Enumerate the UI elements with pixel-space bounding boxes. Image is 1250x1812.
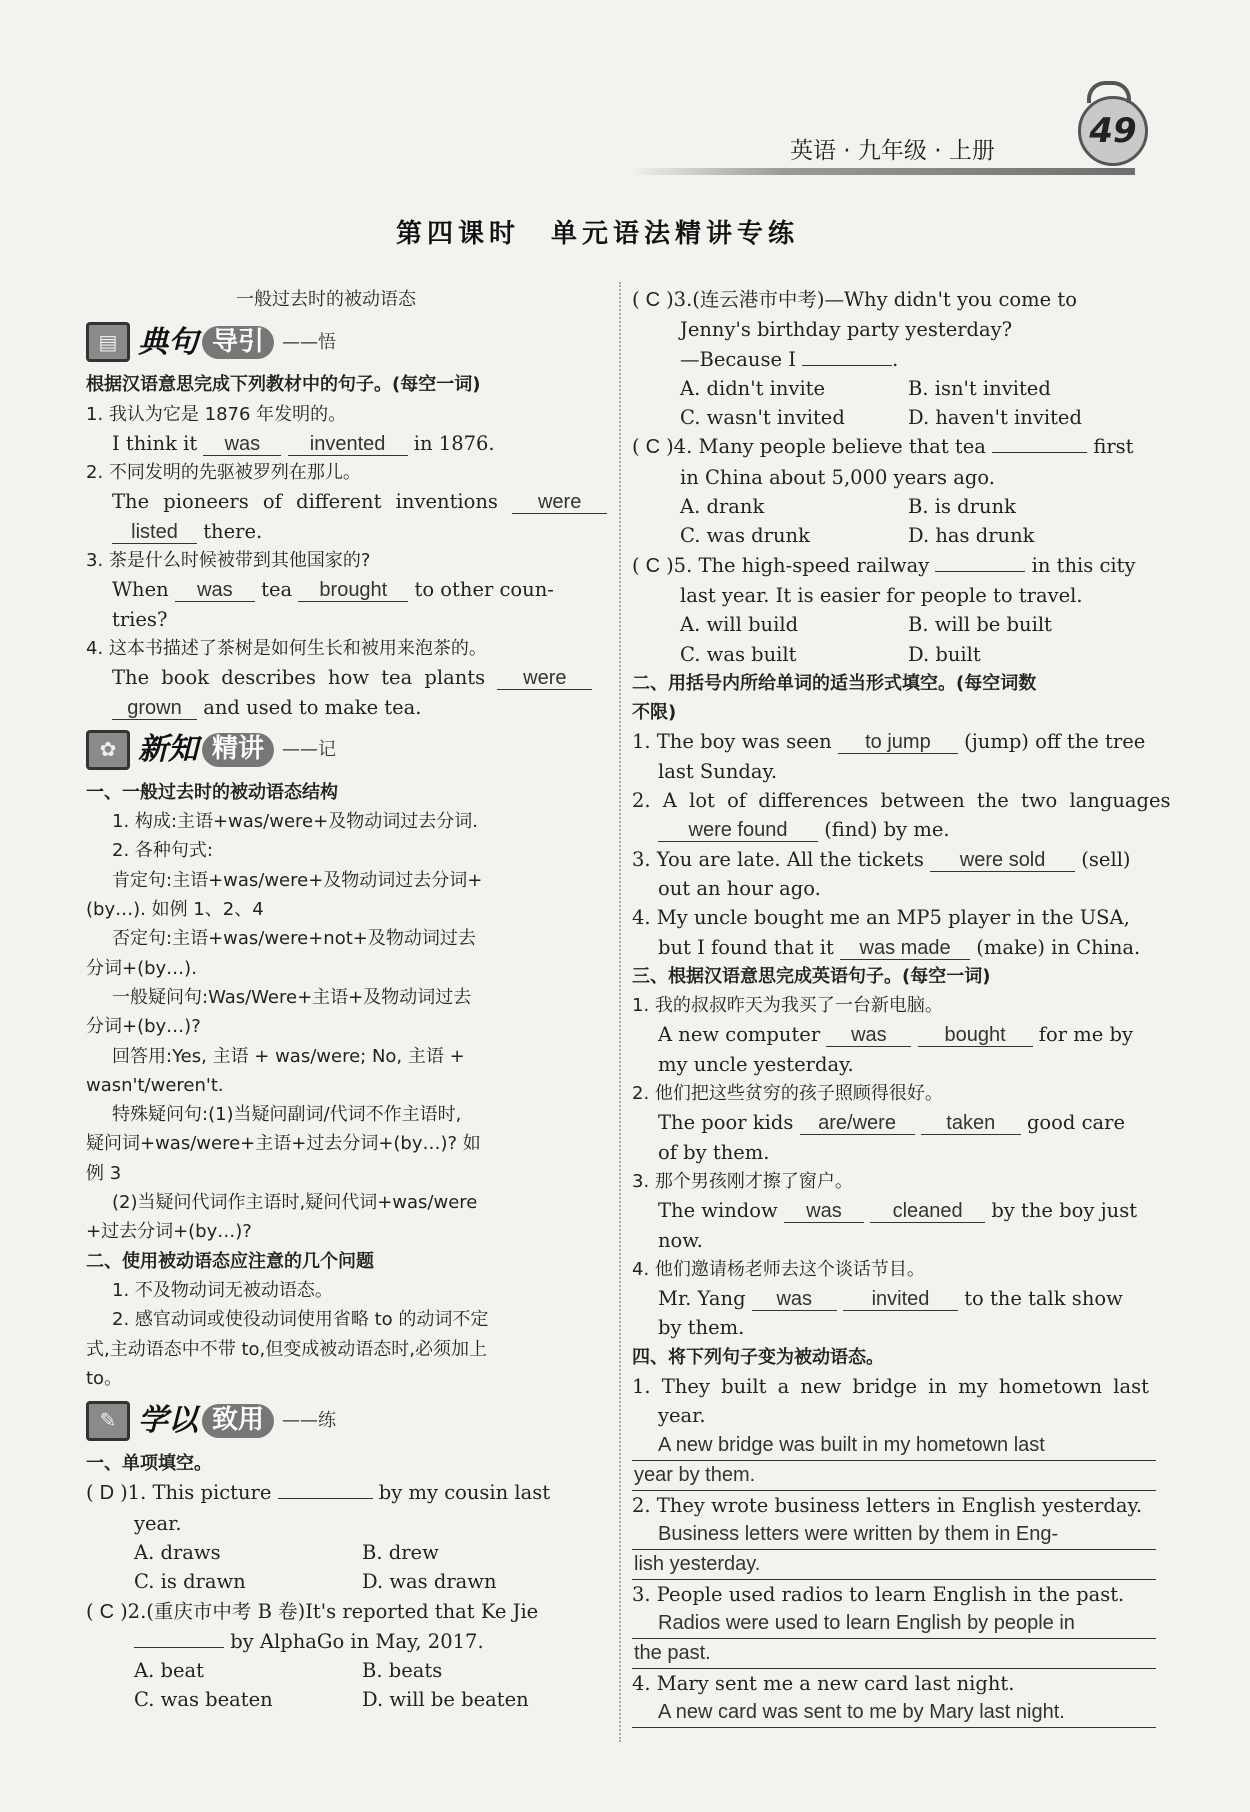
fill-question-1: 1. The boy was seen to jump (jump) off the tree <box>632 730 1146 754</box>
topic-heading: 一般过去时的被动语态 <box>236 289 416 310</box>
apple-leaf-icon <box>1087 81 1131 103</box>
answer-blank: listed <box>112 521 197 544</box>
answer-blank <box>992 452 1087 453</box>
fill-question-2: 2. A lot of differences between the two languages <box>632 789 1171 813</box>
answer-line: Business letters were written by them in Eng- <box>632 1520 1156 1550</box>
answer-line: A new bridge was built in my hometown last <box>632 1431 1156 1461</box>
answer-blank: invented <box>288 433 408 456</box>
sentence-q2: The pioneers of different inventions were <box>86 487 606 516</box>
answer-blank: grown <box>112 697 197 720</box>
right-column: ( C )3.(连云港市中考)—Why didn't you come to Jenny's birthday party yesterday? —Because I . A. didn't invite B. isn't invited C. wasn't invited D. haven't invited ( C )4. Many people believe that tea first in China about 5,000 years ago. A. drank B. is drunk C. was drunk D. has drunk ( C )5. The high-speed railway in this city last year. It is easier for people to travel. A. will build B. will be built C. was built D. built 二、用括号内所给单词的适当形式填空。(每空词数 不限) 1. The boy was seen to jump (jump) off the tree last Sunday. 2. A lot of differences between the two languages were found (find) by me. 3. You are late. All the tickets were sold (sell) out an hour ago. 4. My uncle bought me an MP5 player in the USA, but I found that it was made (make) in China. 三、根据汉语意思完成英语句子。(每空一词) 1. 我的叔叔昨天为我买了一台新电脑。 A new computer was bought for me by my uncle yesterday. 2. 他们把这些贫穷的孩子照顾得很好。 The poor kids are/were taken good care of by them. 3. 那个男孩刚才擦了窗户。 The window was cleaned by the boy just now. 4. 他们邀请杨老师去这个谈话节目。 Mr. Yang was invited to the talk show by them. 四、将下列句子变为被动语态。 1. They built a new bridge in my hometown last year. A new bridge was built in my hometown last year by them. 2. They wrote business letters in English yesterday. Business letters were written by them in Eng- lish yesterday. 3. People used radios to learn English in the past. Radios were used to learn English by people in the past. 4. Mary sent me a new card last night. A new card was sent to me by Mary last night. <box>632 285 1156 1728</box>
answer-blank: were found <box>658 819 818 842</box>
answer-line: lish yesterday. <box>632 1550 1156 1580</box>
answer-line: the past. <box>632 1639 1156 1669</box>
banner-dianju: ▤ 典句 导引 ——悟 <box>86 316 606 368</box>
answer-blank: was <box>752 1288 837 1311</box>
flower-board-icon: ✿ <box>86 730 130 770</box>
book-icon: ▤ <box>86 322 130 362</box>
mc-question-5: ( C )5. The high-speed railway in this city <box>632 553 1136 577</box>
answer-blank: to jump <box>838 731 958 754</box>
answer-blank <box>278 1498 373 1499</box>
page-number: 49 <box>1089 111 1137 151</box>
sentence-q1: I think it was invented in 1876. <box>112 431 495 455</box>
translate-question-4: Mr. Yang was invited to the talk show <box>658 1287 1123 1311</box>
answer-blank <box>134 1647 224 1648</box>
fill-question-4: 4. My uncle bought me an MP5 player in the USA, <box>632 906 1130 930</box>
pencil-notepad-icon: ✎ <box>86 1401 130 1441</box>
answer-blank: was <box>203 433 281 456</box>
mc-question-3: ( C )3.(连云港市中考)—Why didn't you come to <box>632 288 1077 311</box>
answer-line: year by them. <box>632 1461 1156 1491</box>
sentence-q4: The book describes how tea plants were <box>86 663 606 692</box>
answer-blank: was made <box>840 937 970 960</box>
answer-blank: was <box>826 1024 911 1047</box>
sentence-q3: When was tea brought to other coun- <box>112 578 554 602</box>
mc-question-1: ( D )1. This picture by my cousin last <box>86 1481 551 1505</box>
passive-question-2: 2. They wrote business letters in English yesterday. <box>632 1493 1143 1517</box>
answer-blank: are/were <box>800 1112 915 1135</box>
answer-blank: were <box>497 667 592 690</box>
answer-blank: brought <box>298 579 408 602</box>
answer-blank: bought <box>918 1024 1033 1047</box>
header-rule <box>630 168 1135 175</box>
column-divider <box>619 282 621 1742</box>
header-subject: 英语 · 九年级 · 上册 <box>790 138 995 164</box>
passive-question-3: 3. People used radios to learn English in the past. <box>632 1582 1125 1606</box>
answer-blank: was <box>784 1200 864 1223</box>
left-column: 一般过去时的被动语态 ▤ 典句 导引 ——悟 根据汉语意思完成下列教材中的句子。(每空一词) 1. 我认为它是 1876 年发明的。 I think it was invented in 1876. 2. 不同发明的先驱被罗列在那儿。 The pioneers of different inventions were listed there. 3. 茶是什么时候被带到其他国家的? When was tea brought to other coun- tries? 4. 这本书描述了茶树是如何生长和被用来泡茶的。 The book describes how tea plants were grown and used to make tea. ✿ 新知 精讲 ——记 一、一般过去时的被动语态结构 1. 构成:主语+was/were+及物动词过去分词. 2. 各种句式: 肯定句:主语+was/were+及物动词过去分词+ (by…). 如例 1、2、4 否定句:主语+was/were+not+及物动词过去 分词+(by…). 一般疑问句:Was/Were+主语+及物动词过去 分词+(by…)? 回答用:Yes, 主语 + was/were; No, 主语 + wasn't/weren't. 特殊疑问句:(1)当疑问副词/代词不作主语时, 疑问词+was/were+主语+过去分词+(by…)? 如 例 3 (2)当疑问代词作主语时,疑问代词+was/were +过去分词+(by…)? 二、使用被动语态应注意的几个问题 1. 不及物动词无被动语态。 2. 感官动词或使役动词使用省略 to 的动词不定 式,主动语态中不带 to,但变成被动语态时,必须加上 to。 ✎ 学以 致用 ——练 一、单项填空。 ( D )1. This picture by my cousin last year. A. draws B. drew C. is drawn D. was drawn ( C )2.(重庆市中考 B 卷)It's reported that Ke Jie by AlphaGo in May, 2017. A. beat B. beats C. was beaten D. will be beaten <box>86 285 606 1715</box>
mc-question-2: ( C )2.(重庆市中考 B 卷)It's reported that Ke Jie <box>86 1599 539 1623</box>
answer-blank <box>935 571 1025 572</box>
passive-question-4: 4. Mary sent me a new card last night. <box>632 1672 1015 1696</box>
answer-blank: were <box>512 491 607 514</box>
answer-line: A new card was sent to me by Mary last night. <box>632 1698 1156 1728</box>
passive-question-1: 1. They built a new bridge in my hometown last <box>632 1374 1149 1398</box>
answer-blank: cleaned <box>870 1200 985 1223</box>
lesson-title: 第四课时 单元语法精讲专练 <box>396 219 800 249</box>
translate-question-2: The poor kids are/were taken good care <box>658 1111 1126 1135</box>
page-number-badge <box>1078 96 1148 166</box>
fill-question-3: 3. You are late. All the tickets were sold (sell) <box>632 847 1131 871</box>
answer-line: Radios were used to learn English by people in <box>632 1609 1156 1639</box>
answer-blank: were sold <box>930 849 1075 872</box>
answer-blank <box>802 365 892 366</box>
answer-blank: taken <box>921 1112 1021 1135</box>
answer-blank: invited <box>843 1288 958 1311</box>
section-instruction: 根据汉语意思完成下列教材中的句子。(每空一词) <box>86 374 481 396</box>
banner-xinzhi: ✿ 新知 精讲 ——记 <box>86 724 606 776</box>
answer-blank: was <box>175 579 255 602</box>
banner-xueyi: ✎ 学以 致用 ——练 <box>86 1395 606 1447</box>
mc-question-4: ( C )4. Many people believe that tea first <box>632 435 1134 459</box>
translate-question-1: A new computer was bought for me by <box>658 1023 1133 1047</box>
translate-question-3: The window was cleaned by the boy just <box>658 1199 1138 1223</box>
